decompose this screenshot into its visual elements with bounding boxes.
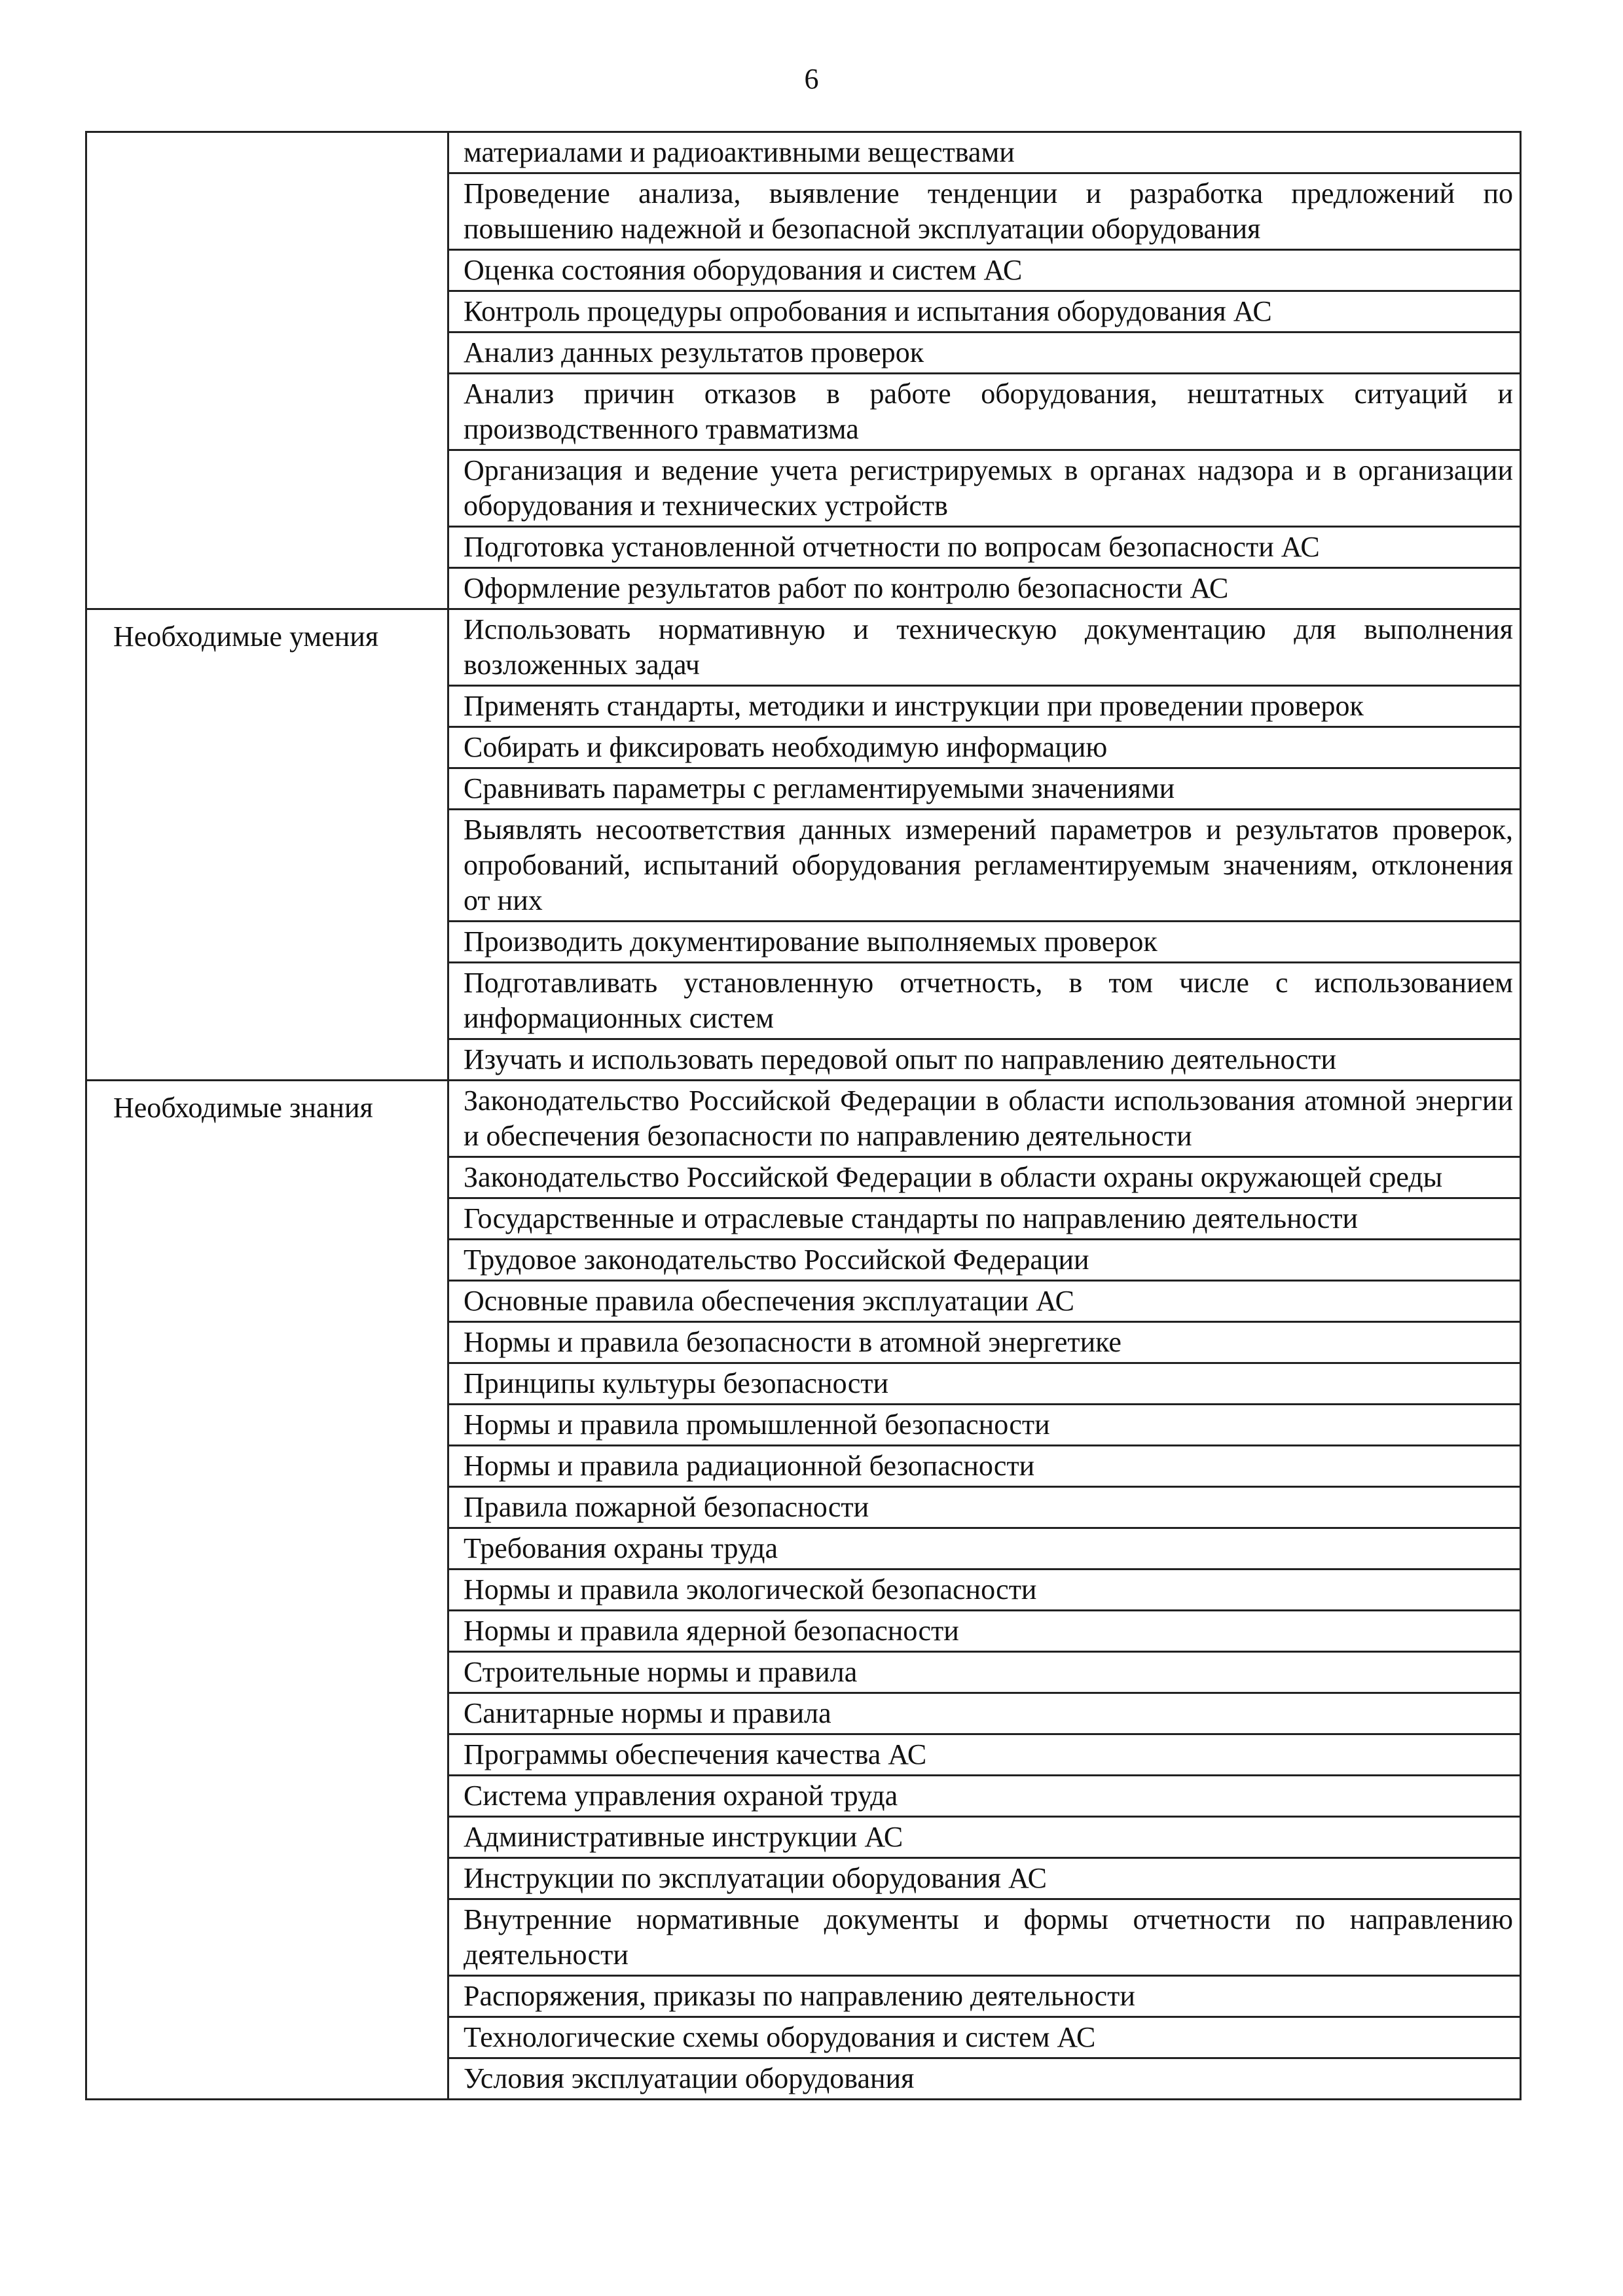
table-cell: Подготавливать установленную отчетность, в том числе с использованием информационных систем xyxy=(448,963,1521,1039)
table-cell: Условия эксплуатации оборудования xyxy=(448,2058,1521,2100)
table-cell: Строительные нормы и правила xyxy=(448,1652,1521,1693)
table-cell: Нормы и правила безопасности в атомной энергетике xyxy=(448,1322,1521,1363)
table-cell: материалами и радиоактивными веществами xyxy=(448,132,1521,173)
table-cell: Административные инструкции АС xyxy=(448,1817,1521,1858)
table-cell: Нормы и правила ядерной безопасности xyxy=(448,1611,1521,1652)
table-cell: Анализ данных результатов проверок xyxy=(448,332,1521,374)
table-cell: Распоряжения, приказы по направлению деятельности xyxy=(448,1976,1521,2017)
table-cell: Нормы и правила экологической безопасности xyxy=(448,1570,1521,1611)
section-label: Необходимые знания xyxy=(86,1081,448,2100)
table-cell: Использовать нормативную и техническую документацию для выполнения возложенных задач xyxy=(448,609,1521,686)
page-number: 6 xyxy=(804,63,819,95)
table-cell: Оценка состояния оборудования и систем АС xyxy=(448,250,1521,291)
section-label xyxy=(86,132,448,609)
table-cell: Сравнивать параметры с регламентируемыми значениями xyxy=(448,768,1521,810)
requirements-table xyxy=(85,131,1522,2100)
table-cell: Нормы и правила радиационной безопасности xyxy=(448,1446,1521,1487)
table-row xyxy=(86,132,1521,173)
table-cell: Трудовое законодательство Российской Федерации xyxy=(448,1240,1521,1281)
table-row xyxy=(86,1081,1521,1157)
table-cell: Инструкции по эксплуатации оборудования АС xyxy=(448,1858,1521,1899)
table-cell: Программы обеспечения качества АС xyxy=(448,1734,1521,1776)
table-cell: Контроль процедуры опробования и испытания оборудования АС xyxy=(448,291,1521,332)
table-cell: Оформление результатов работ по контролю безопасности АС xyxy=(448,568,1521,609)
table-cell: Проведение анализа, выявление тенденции и разработка предложений по повышению надежной и безопасной эксплуатации оборудования xyxy=(448,173,1521,250)
table-cell: Организация и ведение учета регистрируемых в органах надзора и в организации оборудования и технических устройств xyxy=(448,450,1521,527)
table-row xyxy=(86,609,1521,686)
table-cell: Производить документирование выполняемых проверок xyxy=(448,922,1521,963)
section-label: Необходимые умения xyxy=(86,609,448,1081)
table-cell: Принципы культуры безопасности xyxy=(448,1363,1521,1405)
table-cell: Применять стандарты, методики и инструкции при проведении проверок xyxy=(448,686,1521,727)
table-cell: Законодательство Российской Федерации в области охраны окружающей среды xyxy=(448,1157,1521,1198)
table-cell: Санитарные нормы и правила xyxy=(448,1693,1521,1734)
table-cell: Правила пожарной безопасности xyxy=(448,1487,1521,1528)
table-cell: Нормы и правила промышленной безопасности xyxy=(448,1405,1521,1446)
table-cell: Требования охраны труда xyxy=(448,1528,1521,1570)
table-cell: Законодательство Российской Федерации в области использования атомной энергии и обеспечения безопасности по направлению деятельности xyxy=(448,1081,1521,1157)
table-cell: Государственные и отраслевые стандарты по направлению деятельности xyxy=(448,1198,1521,1240)
table-cell: Система управления охраной труда xyxy=(448,1776,1521,1817)
table-cell: Внутренние нормативные документы и формы отчетности по направлению деятельности xyxy=(448,1899,1521,1976)
table-cell: Подготовка установленной отчетности по вопросам безопасности АС xyxy=(448,527,1521,568)
table-cell: Выявлять несоответствия данных измерений параметров и результатов проверок, опробований, испытаний оборудования регламентируемым значениям, отклонения от них xyxy=(448,810,1521,922)
table-cell: Изучать и использовать передовой опыт по направлению деятельности xyxy=(448,1039,1521,1081)
table-cell: Анализ причин отказов в работе оборудования, нештатных ситуаций и производственного травматизма xyxy=(448,374,1521,450)
table-cell: Основные правила обеспечения эксплуатации АС xyxy=(448,1281,1521,1322)
table-cell: Технологические схемы оборудования и систем АС xyxy=(448,2017,1521,2058)
table-cell: Собирать и фиксировать необходимую информацию xyxy=(448,727,1521,768)
